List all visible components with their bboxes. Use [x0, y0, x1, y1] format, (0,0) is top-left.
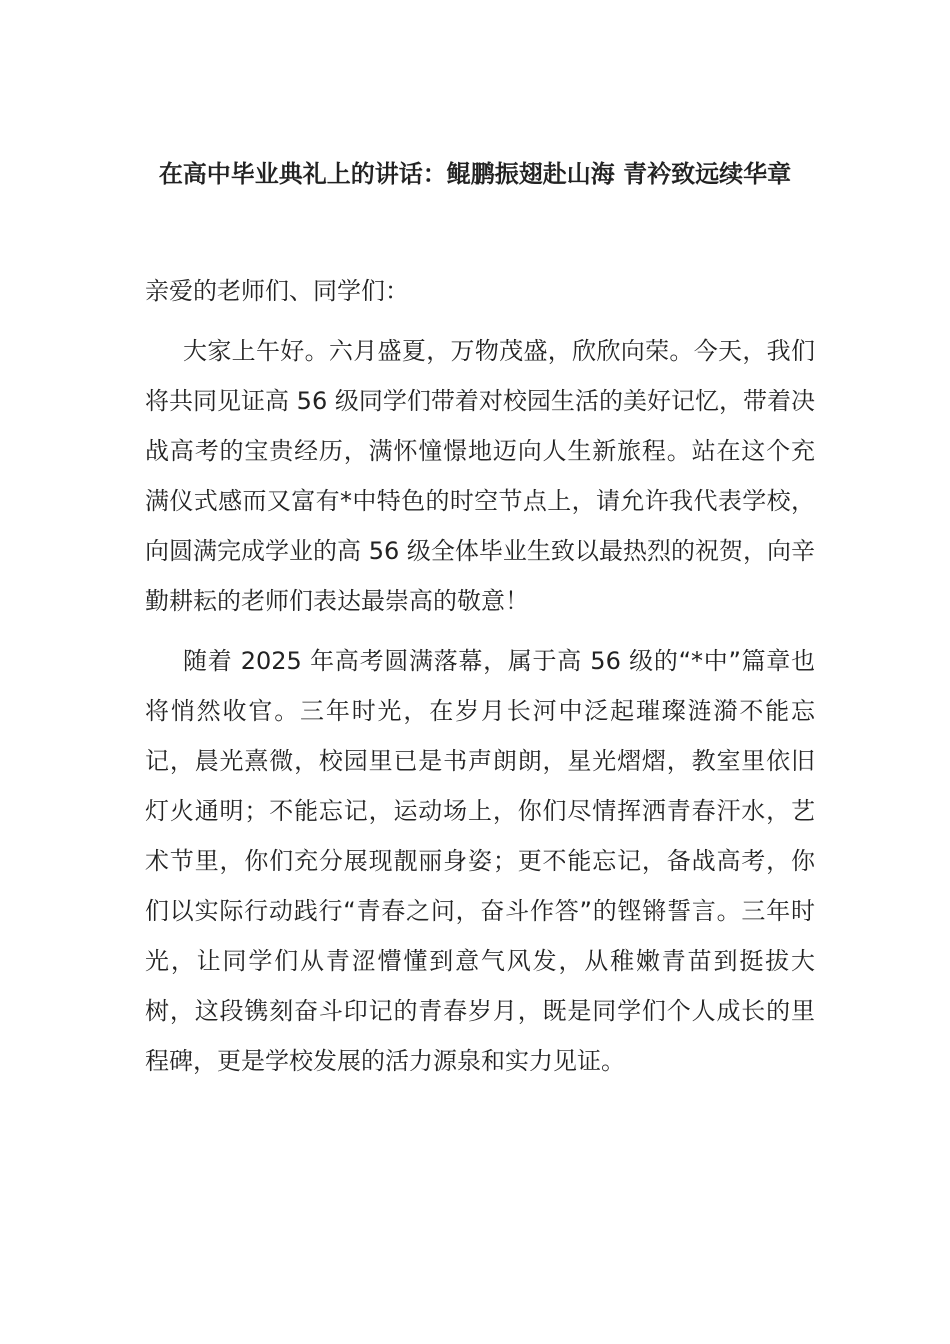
- document-body: [145, 266, 815, 1096]
- document-title: 在高中毕业典礼上的讲话：鲲鹏振翅赴山海 青衿致远续华章: [158, 160, 792, 188]
- paragraph-2: 随着 2025 年高考圆满落幕，属于高 56 级的“*中”篇章也将悄然收官。三年时光，在岁月长河中泛起璀璨涟漪不能忘记，晨光熹微，校园里已是书声朗朗，星光熠熠，教室里依旧灯火通明；不能忘记，运动场上，你们尽情挥洒青春汗水，艺术节里，你们充分展现靓丽身姿；更不能忘记，备战高考，你们以实际行动践行“青春之问，奋斗作答”的铿锵誓言。三年时光，让同学们从青涩懵懂到意气风发，从稚嫩青苗到挺拔大树，这段镌刻奋斗印记的青春岁月，既是同学们个人成长的里程碑，更是学校发展的活力源泉和实力见证。: [145, 647, 815, 1075]
- salutation: 亲爱的老师们、同学们：: [145, 277, 409, 305]
- paragraph-1: 大家上午好。六月盛夏，万物茂盛，欣欣向荣。今天，我们将共同见证高 56 级同学们带着对校园生活的美好记忆，带着决战高考的宝贵经历，满怀憧憬地迈向人生新旅程。站在这个充满仪式感而又富有*中特色的时空节点上，请允许我代表学校，向圆满完成学业的高 56 级全体毕业生致以最热烈的祝贺，向辛勤耕耘的老师们表达最崇高的敬意！: [145, 337, 815, 615]
